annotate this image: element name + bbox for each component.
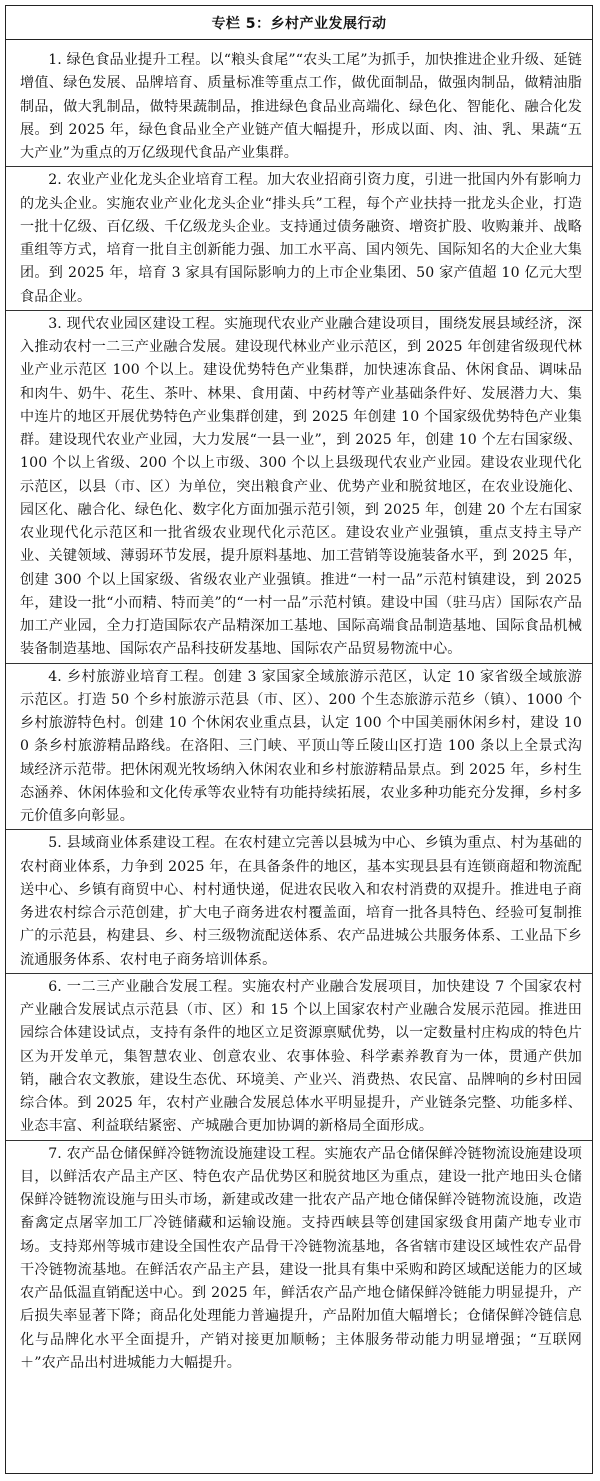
column-title: 专栏 5：乡村产业发展行动 <box>6 6 592 40</box>
item-industry-integration: 6. 一二三产业融合发展工程。实施农村产业融合发展项目，加快建设 7 个国家农村产业融合发展试点示范县（市、区）和 15 个以上国家农村产业融合发展示范园。推进田园综合体建设试点，支持有条件的地区立足资源禀赋优势，以一定数量村庄构成的特色片区为开发单元，集智慧农业、创意农业、农事体验、科学素养教育为一体，贯通产供加销，融合农文教旅，建设生态优、环境美、产业兴、消费热、农民富、品牌响的乡村田园综合体。到 2025 年，农村产业融合发展总体水平明显提升，产业链条完整、功能多样、业态丰富、利益联结紧密、产城融合更加协调的新格局全面形成。 <box>20 978 582 1135</box>
item-rural-tourism: 4. 乡村旅游业培育工程。创建 3 家国家全域旅游示范区，认定 10 家省级全域旅游示范区。打造 50 个乡村旅游示范县（市、区）、200 个生态旅游示范乡（镇）、1000 个乡村旅游特色村。创建 10 个休闲农业重点县，认定 100 个中国美丽休闲乡村，建设 100 条乡村旅游精品路线。在洛阳、三门峡、平顶山等丘陵山区打造 100 条以上全景式沟域经济示范带。把休闲观光牧场纳入休闲农业和乡村旅游精品景点。到 2025 年，乡村生态涵养、休闲体验和文化传承等农业特有功能持续拓展，农业多种功能充分发揮，乡村多元价值多向彰显。 <box>20 668 582 824</box>
divider <box>6 973 592 974</box>
column-content <box>6 40 592 1375</box>
item-county-commerce: 5. 县域商业体系建设工程。在农村建立完善以县城为中心、乡镇为重点、村为基础的农村商业体系，力争到 2025 年，在具备条件的地区，基本实现县县有连锁商超和物流配送中心、乡镇有商贸中心、村村通快递，促进农民收入和农村消费的双提升。推进电子商务进农村综合示范创建，扩大电子商务进农村覆盖面，培育一批各具特色、经验可复制推广的示范县，构建县、乡、村三级物流配送体系、农产品进城公共服务体系、工业品下乡流通服务体系、农村电子商务培训体系。 <box>20 835 582 968</box>
divider <box>6 829 592 830</box>
item-cold-chain: 7. 农产品仓储保鲜冷链物流设施建设工程。实施农产品仓储保鲜冷链物流设施建设项目，以鲜活农产品主产区、特色农产品优势区和脱贫地区为重点，建设一批产地田头仓储保鲜冷链物流设施与田头市场，新建或改建一批农产品产地仓储保鲜冷链物流设施，改造畜禽定点屠宰加工厂冷链储藏和运输设施。支持西峡县等创建国家级食用菌产地专业市场。支持郑州等城市建设全国性农产品骨干冷链物流基地，各省辖市建设区域性农产品骨干冷链物流基地。在鲜活农产品主产县，建设一批具有集中采购和跨区域配送能力的区域农产品低温直销配送中心。到 2025 年，鲜活农产品产地仓储保鲜冷链能力明显提升，产后损失率显著下降；商品化处理能力普遍提升，产品附加值大幅增长；仓储保鲜冷链信息化与品牌化水平全面提升，产销对接更加顺畅；主体服务带动能力明显增强；“互联网＋”农产品出村进城能力大幅提升。 <box>20 1145 582 1371</box>
item-leading-enterprises: 2. 农业产业化龙头企业培育工程。加大农业招商引资力度，引进一批国内外有影响力的龙头企业。实施农业产业化龙头企业“排头兵”工程，每个产业扶持一批龙头企业，打造一批十亿级、百亿级、千亿级龙头企业。支持通过债务融资、增资扩股、收购兼并、战略重组等方式，培育一批自主创新能力强、加工水平高、国内领先、国际知名的大企业大集团。到 2025 年，培育 3 家具有国际影响力的上市企业集团、50 家产值超 10 亿元大型食品企业。 <box>20 172 582 305</box>
divider <box>6 166 592 167</box>
column-box <box>5 5 593 1474</box>
item-agricultural-parks: 3. 现代农业园区建设工程。实施现代农业产业融合建设项目，围绕发展县域经济，深入推动农村一二三产业融合发展。建设现代林业产业示范区，到 2025 年创建省级现代林业产业示范区 100 个以上。建设优势特色产业集群，加快速冻食品、休闲食品、调味品和肉牛、奶牛、花生、茶叶、林果、食用菌、中药材等产业基础条件好、发展潜力大、集中连片的地区开展优势特色产业集群创建，到 2025 年创建 10 个国家级优势特色产业集群。建设现代农业产业园，大力发展“一县一业”，到 2025 年，创建 10 个左右国家级、100 个以上省级、200 个以上市级、300 个以上县级现代农业产业园。建设农业现代化示范区，以县（市、区）为单位，突出粮食产业、优势产业和脱贫地区，在农业设施化、园区化、融合化、绿色化、数字化方面加强示范引领，到 2025 年，创建 20 个左右国家农业现代化示范区和一批省级农业现代化示范区。建设农业产业强镇，重点支持主导产业、关键领域、薄弱环节发展，提升原料基地、加工营销等设施装备水平，到 2025 年，创建 300 个以上国家级、省级农业产业强镇。推进“一村一品”示范村镇建设，到 2025 年，建设一批“小而精、特而美”的“一村一品”示范村镇。建设中国（驻马店）国际农产品加工产业园，全力打造国际农产品精深加工基地、国际高端食品制造基地、国际食品机械装备制造基地、国际农产品科技研发基地、国际农产品贸易物流中心。 <box>20 315 582 658</box>
divider <box>6 1140 592 1141</box>
divider <box>6 663 592 664</box>
divider <box>6 310 592 311</box>
item-green-food: 1. 绿色食品业提升工程。以“粮头食尾”“农头工尾”为抓手，加快推进企业升级、延链增值、绿色发展、品牌培育、质量标准等重点工作，做优面制品，做强肉制品，做精油脂制品，做大乳制品，做特果蔬制品，推进绿色食品业高端化、绿色化、智能化、融合化发展。到 2025 年，绿色食品业全产业链产值大幅提升，形成以面、肉、油、乳、果蔬“五大产业”为重点的万亿级现代食品产业集群。 <box>20 52 582 161</box>
